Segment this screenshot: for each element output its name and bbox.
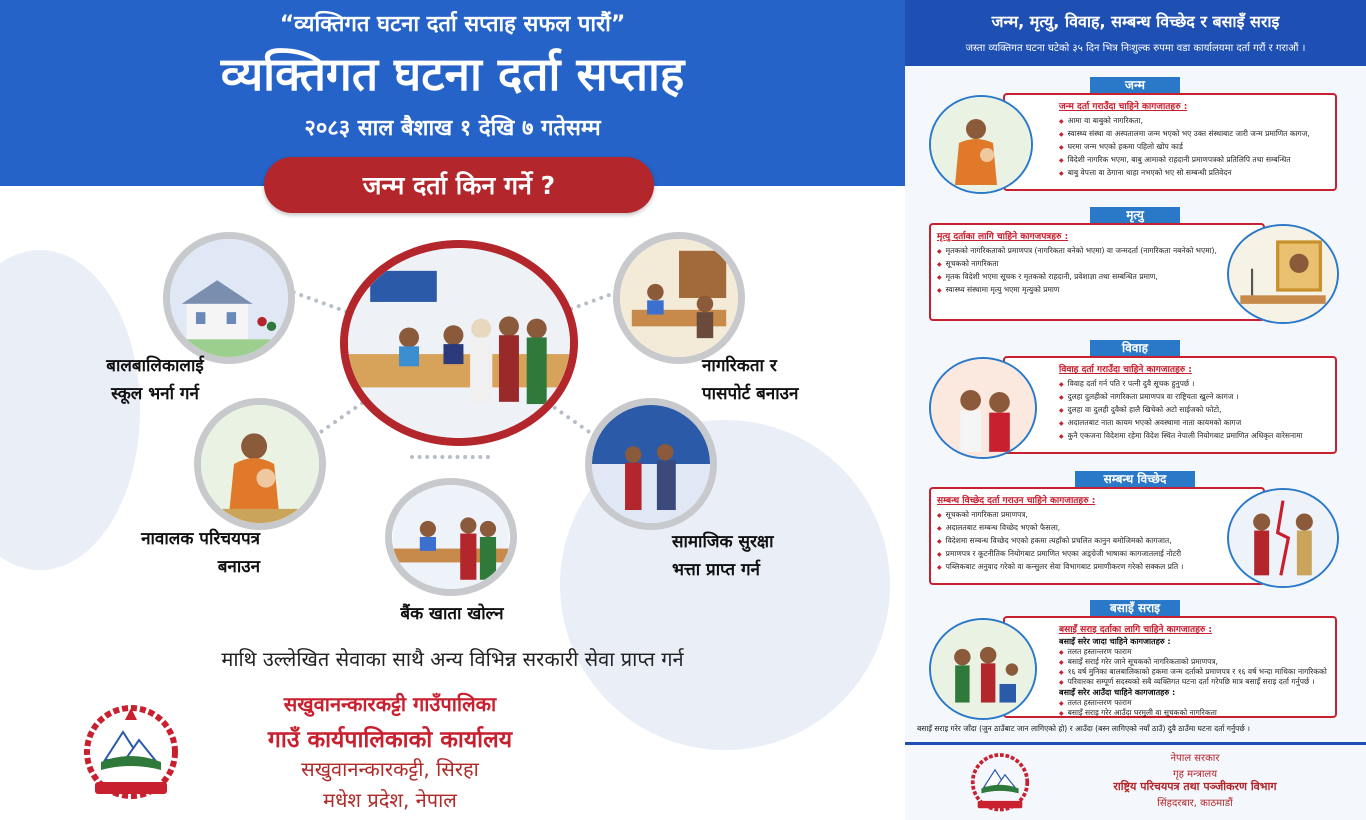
footer-address: सिंहदरबार, काठमाडौं xyxy=(1157,798,1233,809)
marriage-illustration xyxy=(929,357,1037,459)
migration-outgoing-heading: बसाइँ सरेर जादा चाहिने कागजातहरु : xyxy=(1059,637,1171,646)
list-item: ◆ विदेशमा सम्बन्ध विच्छेद भएको हकमा त्यहाँको प्रचलित कानुन बमोजिमको कागजात, xyxy=(937,535,1257,548)
list-item: ◆ अदालतबाट सम्बन्ध विच्छेद भएको फैसला, xyxy=(937,522,1257,535)
migration-section-label: बसाइँ सराइ xyxy=(1090,600,1180,617)
list-item: ◆ सूचकको नागरिकता xyxy=(937,258,1257,271)
list-item: ◆ तलत हस्तान्तरण फाराम xyxy=(1059,698,1329,708)
birth-heading: जन्म दर्ता गराउँदा चाहिने कागजातहरु : xyxy=(1059,102,1188,112)
divorce-section-label: सम्बन्ध विच्छेद xyxy=(1075,471,1195,488)
info-title: जन्म, मृत्यु, विवाह, सम्बन्ध विच्छेद र बसाइँ सराइ xyxy=(991,12,1280,31)
citizenship-office-illustration xyxy=(613,232,745,364)
mother-child-illustration xyxy=(194,398,326,530)
list-item: ◆ मृतक विदेशी भएमा सूचक र मृतकको राहदानी, प्रवेशाज्ञा तथा सम्बन्धित प्रमाण, xyxy=(937,271,1257,284)
birth-illustration xyxy=(929,95,1033,194)
citizenship-label-line2: पासपोर्ट बनाउन xyxy=(702,384,799,404)
poster-quote: “व्यक्तिगत घटना दर्ता सप्ताह सफल पारौं” xyxy=(279,12,626,37)
social-security-label xyxy=(672,528,852,584)
list-item: ◆ सूचकको नागरिकता प्रमाणपत्र, xyxy=(937,509,1257,522)
list-item: ◆ पब्लिकबाट अनुवाद गरेको वा कन्सुलर सेवा विभागबाट प्रमाणीकरण गरेको सक्कल प्रति । xyxy=(937,561,1257,574)
list-item: ◆ घरमा जन्म भएको हकमा पहिलो खोप कार्ड xyxy=(1059,141,1329,154)
migration-heading: बसाइँ सराइ दर्ताका लागि चाहिने कागजातहरु : xyxy=(1059,625,1212,635)
marriage-heading: विवाह दर्ता गराउँदा चाहिने कागजातहरु : xyxy=(1059,365,1192,375)
why-birth-registration-banner: जन्म दर्ता किन गर्ने ? xyxy=(264,157,654,213)
school-label-line1: बालबालिकालाई xyxy=(106,356,204,376)
list-item: ◆ स्वास्थ्य संस्थामा मृत्यु भएमा मृत्युको प्रमाण xyxy=(937,284,1257,297)
bank-label: बैंक खाता खोल्न xyxy=(400,604,504,624)
office-address: सखुवानन्कारकट्टी, सिरहा xyxy=(301,757,479,781)
registration-office-illustration xyxy=(340,240,578,446)
list-item: ◆ बसाइँ सराई गरेर जाने सूचकको नागरिकताको प्रमाणपत्र, xyxy=(1059,657,1329,667)
list-item: ◆ दुलहा वा दुलही दुवैको हालै खिचेको अटो साईजको फोटो, xyxy=(1059,404,1329,417)
migration-section xyxy=(1003,616,1337,718)
social-security-label-line1: सामाजिक सुरक्षा xyxy=(672,532,774,552)
birth-section-label: जन्म xyxy=(1090,77,1180,94)
info-subtitle: जस्ता व्यक्तिगत घटना घटेको ३५ दिन भित्र निःशुल्क रुपमा वडा कार्यालयमा दर्ता गरौं र गराऔं । xyxy=(965,43,1306,54)
death-section xyxy=(929,223,1265,321)
list-item: ◆ परिवारका सम्पूर्ण सदस्यको सबै व्यक्तिगत घटना दर्ता गरेपछि मात्र बसाइँ सराइ दर्ता गर्नुपर्छ । xyxy=(1059,677,1329,687)
footer-ministry: गृह मन्त्रालय xyxy=(1172,769,1218,780)
dotted-connector xyxy=(410,455,490,459)
minor-id-label-line1: नावालक परिचयपत्र xyxy=(141,529,260,549)
migration-note: बसाइँ सराइ गरेर जाँदा (जुन ठाउँबाट जान लागिएको हो) र आउँदा (बस्न लागिएको नयाँ ठाउँ) दुवै ठाउँमा घटना दर्ता गर्नुपर्छ । xyxy=(917,724,1250,733)
dotted-connector xyxy=(291,290,349,314)
office-name: गाउँ कार्यपालिकाको कार्यालय xyxy=(267,727,513,753)
nepal-emblem-icon xyxy=(75,700,187,800)
divorce-illustration xyxy=(1227,488,1339,588)
office-province: मधेश प्रदेश, नेपाल xyxy=(323,788,457,812)
school-label-line2: स्कूल भर्ना गर्न xyxy=(111,384,199,404)
divorce-heading: सम्बन्ध विच्छेद दर्ता गराउन चाहिने कागजातहरु : xyxy=(937,496,1096,506)
divorce-list xyxy=(937,509,1257,574)
migration-outgoing-list xyxy=(1059,647,1329,687)
minor-id-label xyxy=(98,525,260,581)
list-item: ◆ १६ वर्ष मुनिका बालबालिकाको हकमा जन्म दर्ताको प्रमाणपत्र र १६ वर्ष भन्दा माथिका नागरिकको xyxy=(1059,667,1329,677)
list-item: ◆ बसाइँ सराइ गरेर आउँदा घरमुली वा सूचकको नागरिकता xyxy=(1059,708,1329,718)
death-section-label: मृत्यु xyxy=(1090,207,1180,224)
school-label xyxy=(75,352,235,408)
death-illustration xyxy=(1227,224,1339,324)
school-illustration xyxy=(163,232,295,364)
list-item: ◆ तलत हस्तान्तरण फाराम xyxy=(1059,647,1329,657)
bank-illustration xyxy=(385,478,517,596)
footer-government: नेपाल सरकार xyxy=(1170,753,1220,764)
background-shape xyxy=(0,250,140,570)
social-security-label-line2: भत्ता प्राप्त गर्न xyxy=(672,560,760,580)
info-panel xyxy=(905,0,1366,820)
municipality-name: सखुवानन्कारकट्टी गाउँपालिका xyxy=(283,692,497,716)
list-item: ◆ विदेशी नागरिक भएमा, बाबु आमाको राहदानी प्रमाणपत्रको प्रतिलिपि तथा सम्बन्धित xyxy=(1059,154,1329,167)
list-item: ◆ अदालतबाट नाता कायम भएको अवस्थामा नाता कायमको कागज xyxy=(1059,417,1329,430)
marriage-list xyxy=(1059,378,1329,443)
social-security-illustration xyxy=(585,398,717,530)
poster-date: २०८३ साल बैशाख १ देखि ७ गतेसम्म xyxy=(304,116,601,141)
death-heading: मृत्यु दर्ताका लागि चाहिने कागजपत्रहरु : xyxy=(937,232,1069,242)
list-item: ◆ बाबु वेपत्ता वा ठेगाना थाहा नभएको भए सो सम्बन्धी प्रतिवेदन xyxy=(1059,167,1329,180)
poster-tagline: माथि उल्लेखित सेवाका साथै अन्य विभिन्न सरकारी सेवा प्राप्त गर्न xyxy=(221,647,684,671)
death-list xyxy=(937,245,1257,297)
list-item: ◆ मृतकको नागरिकताको प्रमाणपत्र (नागरिकता बनेको भएमा) वा जन्मदर्ता (नागरिकता नबनेको भएमा), xyxy=(937,245,1257,258)
citizenship-label-line1: नागरिकता र xyxy=(702,356,777,376)
marriage-section xyxy=(1003,356,1337,454)
list-item: ◆ आमा वा बाबुको नागरिकता, xyxy=(1059,115,1329,128)
footer-divider xyxy=(905,742,1366,745)
list-item: ◆ प्रमाणपत्र र कूटनीतिक नियोगबाट प्रमाणित भएका अङ्ग्रेजी भाषाका कागजातलाई नोटरी xyxy=(937,548,1257,561)
nepal-emblem-icon xyxy=(965,750,1035,812)
birth-list xyxy=(1059,115,1329,180)
list-item: ◆ कुनै एकजना विदेशमा रहेमा विदेश स्थित नेपाली नियोगबाट प्रमाणित अधिकृत वारेसनामा xyxy=(1059,430,1329,443)
footer-department: राष्ट्रिय परिचयपत्र तथा पञ्जीकरण विभाग xyxy=(1113,780,1277,793)
poster-title: व्यक्तिगत घटना दर्ता सप्ताह xyxy=(220,47,685,101)
migration-incoming-heading: बसाइँ सरेर आउँदा चाहिने कागजातहरु : xyxy=(1059,688,1176,697)
list-item: ◆ विवाह दर्ता गर्न पति र पत्नी दुवै सूचक हुनुपर्छ । xyxy=(1059,378,1329,391)
migration-illustration xyxy=(929,618,1037,720)
list-item: ◆ स्वास्थ्य संस्था वा अस्पतालमा जन्म भएको भए उक्त संस्थाबाट जारी जन्म प्रमाणित कागज, xyxy=(1059,128,1329,141)
citizenship-label xyxy=(702,352,862,408)
birth-section xyxy=(1003,93,1337,191)
list-item: ◆ दुलहा दुलहीको नागरिकता प्रमाणपत्र वा राष्ट्रियता खुल्ने कागज । xyxy=(1059,391,1329,404)
marriage-section-label: विवाह xyxy=(1090,340,1180,357)
minor-id-label-line2: बनाउन xyxy=(217,557,260,577)
divorce-section xyxy=(929,487,1265,585)
migration-incoming-list xyxy=(1059,698,1329,718)
